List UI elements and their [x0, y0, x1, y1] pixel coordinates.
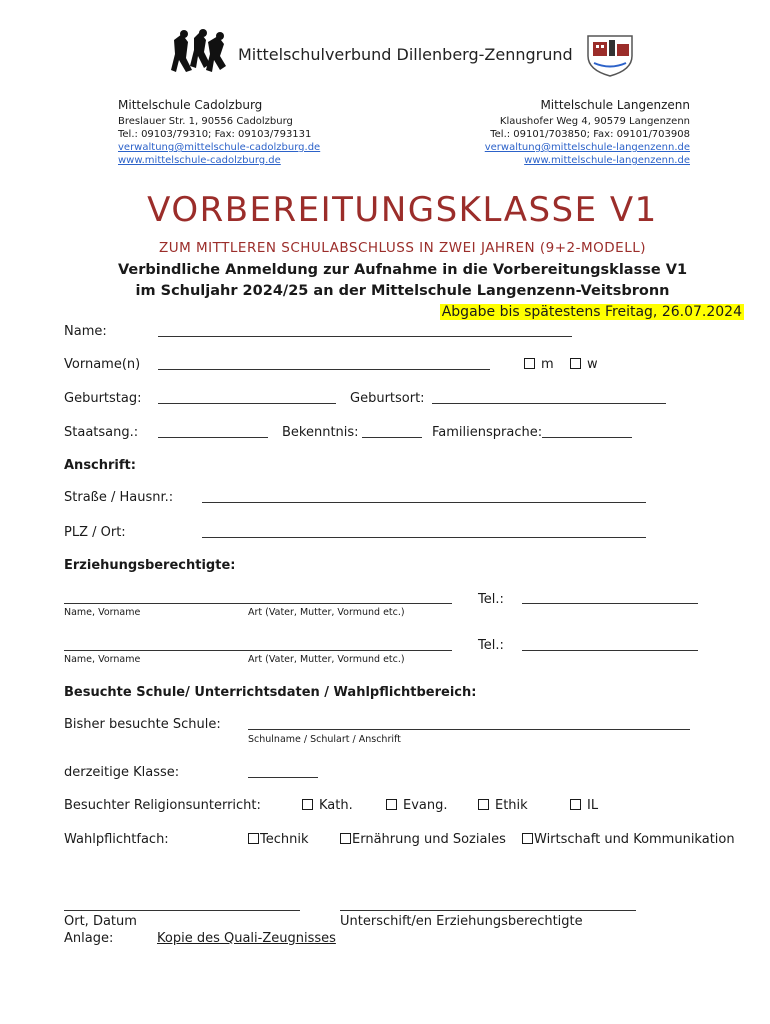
erziehungsberechtigte-heading: Erziehungsberechtigte:: [64, 558, 236, 573]
right-school-web-link[interactable]: www.mittelschule-langenzenn.de: [524, 155, 690, 166]
geburtstag-input-line[interactable]: [158, 403, 336, 404]
checkbox-icon: [340, 833, 351, 844]
bekenntnis-label: Bekenntnis:: [282, 425, 359, 440]
vorname-label: Vorname(n): [64, 357, 141, 372]
guardian-2-art-caption: Art (Vater, Mutter, Vormund etc.): [248, 654, 405, 665]
staatsang-input-line[interactable]: [158, 437, 268, 438]
ort-datum-line[interactable]: [64, 910, 300, 911]
right-school-logo: [584, 30, 636, 78]
bekenntnis-input-line[interactable]: [362, 437, 422, 438]
wahlpflicht-technik-checkbox[interactable]: Technik: [248, 832, 309, 847]
anlage-label: Anlage:: [64, 931, 114, 946]
checkbox-icon: [524, 358, 535, 369]
title-line-2: im Schuljahr 2024/25 an der Mittelschule Langenzenn-Veitsbronn: [135, 283, 670, 299]
gender-m-checkbox[interactable]: m: [524, 357, 554, 372]
bisher-schule-caption: Schulname / Schulart / Anschrift: [248, 734, 401, 745]
checkbox-icon: [386, 799, 397, 810]
guardian-1-tel-label: Tel.:: [478, 592, 504, 607]
religion-ethik-checkbox[interactable]: Ethik: [478, 798, 528, 813]
klasse-label: derzeitige Klasse:: [64, 765, 180, 780]
right-school-email-link[interactable]: verwaltung@mittelschule-langenzenn.de: [484, 142, 690, 153]
name-input-line[interactable]: [158, 336, 572, 337]
left-school-phone: Tel.: 09103/79310; Fax: 09103/793131: [118, 129, 312, 140]
staatsang-label: Staatsang.:: [64, 425, 139, 440]
title-line-1: Verbindliche Anmeldung zur Aufnahme in die Vorbereitungsklasse V1: [117, 262, 688, 278]
unterschrift-label: Unterschift/en Erziehungsberechtigte: [340, 914, 583, 929]
guardian-1-tel-line[interactable]: [522, 603, 698, 604]
main-title: VORBEREITUNGSKLASSE V1: [147, 190, 658, 230]
wahlpflicht-wirtschaft-checkbox[interactable]: Wirtschaft und Kommunikation: [522, 832, 735, 847]
guardian-1-name-line[interactable]: [64, 603, 452, 604]
guardian-1-art-caption: Art (Vater, Mutter, Vormund etc.): [248, 607, 405, 618]
strasse-input-line[interactable]: [202, 502, 646, 503]
checkbox-icon: [570, 358, 581, 369]
bisher-schule-input-line[interactable]: [248, 729, 690, 730]
geburtstag-label: Geburtstag:: [64, 391, 142, 406]
guardian-2-tel-line[interactable]: [522, 650, 698, 651]
checkbox-icon: [478, 799, 489, 810]
left-school-web-link[interactable]: www.mittelschule-cadolzburg.de: [118, 155, 281, 166]
right-school-name: Mittelschule Langenzenn: [540, 98, 690, 112]
bisher-schule-label: Bisher besuchte Schule:: [64, 717, 221, 732]
guardian-2-tel-label: Tel.:: [478, 638, 504, 653]
right-school-phone: Tel.: 09101/703850; Fax: 09101/703908: [490, 129, 690, 140]
religion-kath-checkbox[interactable]: Kath.: [302, 798, 353, 813]
guardian-1-name-caption: Name, Vorname: [64, 607, 141, 618]
guardian-2-name-line[interactable]: [64, 650, 452, 651]
ort-datum-label: Ort, Datum: [64, 914, 137, 929]
unterschrift-line[interactable]: [340, 910, 636, 911]
anschrift-heading: Anschrift:: [64, 458, 136, 473]
subtitle: ZUM MITTLEREN SCHULABSCHLUSS IN ZWEI JAHREN (9+2-MODELL): [158, 240, 647, 256]
wahlpflicht-label: Wahlpflichtfach:: [64, 832, 169, 847]
gender-w-checkbox[interactable]: w: [570, 357, 598, 372]
plz-ort-label: PLZ / Ort:: [64, 525, 126, 540]
left-school-email-link[interactable]: verwaltung@mittelschule-cadolzburg.de: [118, 142, 321, 153]
right-school-address: Klaushofer Weg 4, 90579 Langenzenn: [499, 116, 690, 127]
deadline-notice: Abgabe bis spätestens Freitag, 26.07.2024: [441, 304, 742, 320]
left-school-address: Breslauer Str. 1, 90556 Cadolzburg: [118, 116, 293, 127]
name-label: Name:: [64, 324, 107, 339]
guardian-2-name-caption: Name, Vorname: [64, 654, 141, 665]
checkbox-icon: [522, 833, 533, 844]
religion-il-checkbox[interactable]: IL: [570, 798, 598, 813]
klasse-input-line[interactable]: [248, 777, 318, 778]
checkbox-icon: [302, 799, 313, 810]
wahlpflicht-ernaehrung-checkbox[interactable]: Ernährung und Soziales: [340, 832, 506, 847]
left-school-name: Mittelschule Cadolzburg: [118, 98, 263, 112]
religion-label: Besuchter Religionsunterricht:: [64, 798, 261, 813]
checkbox-icon: [570, 799, 581, 810]
network-title: Mittelschulverbund Dillenberg-Zenngrund: [238, 45, 573, 64]
schule-heading: Besuchte Schule/ Unterrichtsdaten / Wahlpflichtbereich:: [64, 685, 477, 700]
left-school-logo: [170, 28, 228, 76]
anlage-value: Kopie des Quali-Zeugnisses: [157, 931, 336, 946]
geburtsort-label: Geburtsort:: [350, 391, 425, 406]
plz-ort-input-line[interactable]: [202, 537, 646, 538]
religion-evang-checkbox[interactable]: Evang.: [386, 798, 448, 813]
geburtsort-input-line[interactable]: [432, 403, 666, 404]
vorname-input-line[interactable]: [158, 369, 490, 370]
strasse-label: Straße / Hausnr.:: [64, 490, 174, 505]
checkbox-icon: [248, 833, 259, 844]
familiensprache-input-line[interactable]: [542, 437, 632, 438]
familiensprache-label: Familiensprache:: [432, 425, 543, 440]
